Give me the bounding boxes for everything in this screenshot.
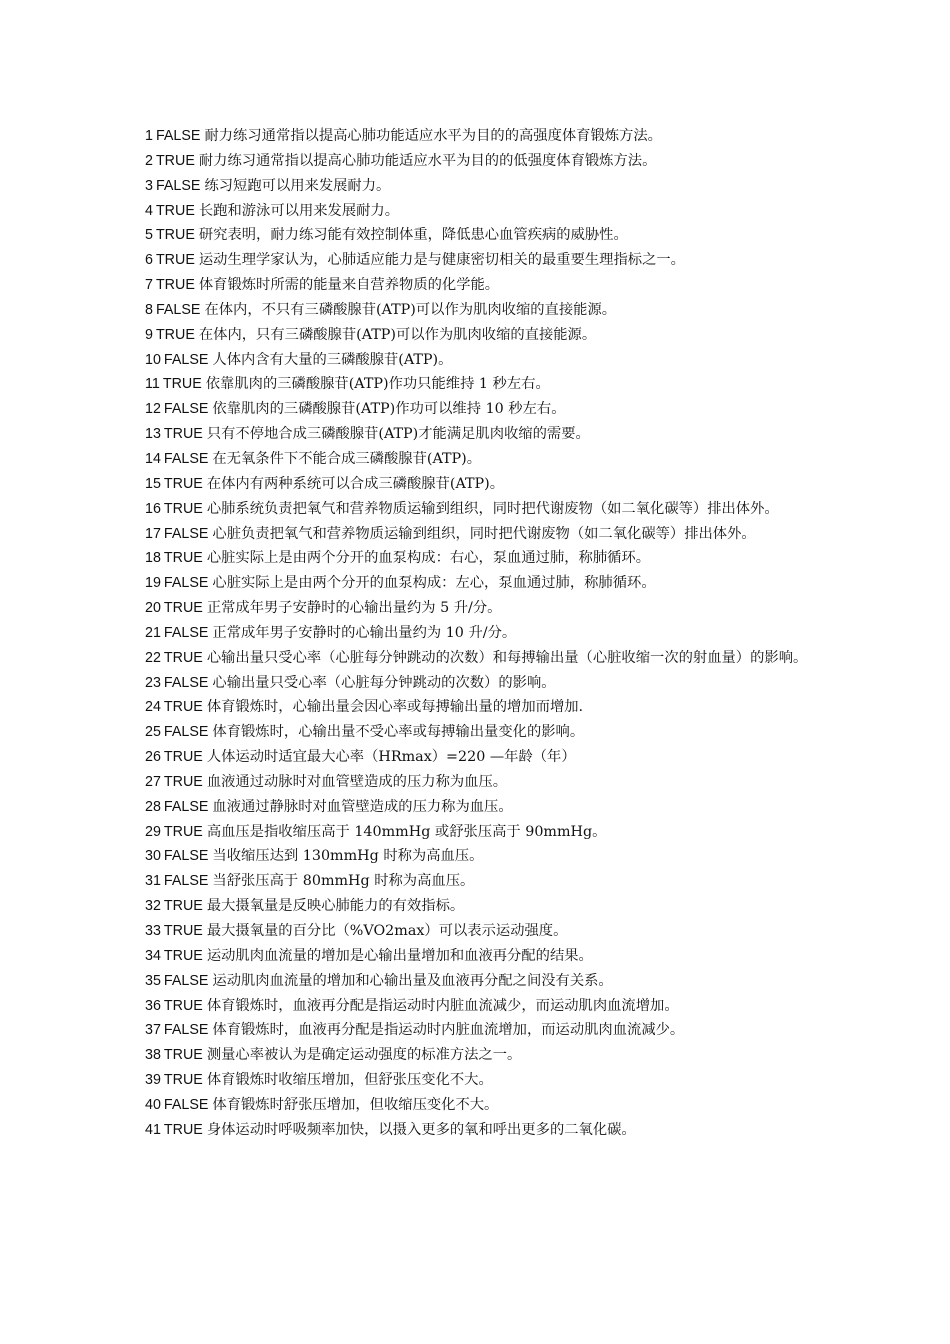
question-number: 6 <box>145 252 153 269</box>
question-text: 依靠肌肉的三磷酸腺苷(ATP)作功只能维持 1 秒左右。 <box>205 376 550 393</box>
question-text: 最大摄氧量的百分比（%VO2max）可以表示运动强度。 <box>206 923 568 939</box>
question-number: 25 <box>145 724 161 741</box>
answer-label: FALSE <box>155 177 201 194</box>
question-number: 11 <box>145 376 160 393</box>
question-text: 在体内，只有三磷酸腺苷(ATP)可以作为肌肉收缩的直接能源。 <box>198 326 597 343</box>
question-number: 23 <box>145 674 161 691</box>
question-text: 高血压是指收缩压高于 140mmHg 或舒张压高于 90mmHg。 <box>206 823 607 840</box>
answer-label: FALSE <box>163 1022 209 1039</box>
question-number: 17 <box>145 525 161 542</box>
question-number: 24 <box>145 699 161 716</box>
answer-label: TRUE <box>163 997 203 1014</box>
answer-label: FALSE <box>163 972 209 989</box>
question-text: 研究表明，耐力练习能有效控制体重，降低患心血管疾病的威胁性。 <box>198 227 628 244</box>
question-item <box>145 1043 810 1068</box>
question-item <box>145 546 810 571</box>
question-text: 在体内，不只有三磷酸腺苷(ATP)可以作为肌肉收缩的直接能源。 <box>204 301 617 318</box>
question-number: 32 <box>145 898 161 915</box>
answer-label: TRUE <box>163 649 203 666</box>
answer-label: TRUE <box>163 1047 203 1064</box>
question-number: 20 <box>145 600 161 617</box>
answer-label: TRUE <box>155 227 195 244</box>
question-number: 22 <box>145 649 161 666</box>
question-text: 人体运动时适宜最大心率（HRmax）=220 —年龄（年） <box>206 749 576 766</box>
question-text: 体育锻炼时，心输出量会因心率或每搏输出量的增加而增加. <box>206 699 584 716</box>
question-number: 2 <box>145 152 153 169</box>
question-item <box>145 124 810 149</box>
question-number: 9 <box>145 326 153 343</box>
question-number: 10 <box>145 351 161 368</box>
question-item <box>145 969 810 994</box>
question-number: 35 <box>145 972 161 989</box>
question-text: 运动肌肉血流量的增加和心输出量及血液再分配之间没有关系。 <box>212 972 613 989</box>
question-item <box>145 472 810 497</box>
question-number: 38 <box>145 1047 161 1064</box>
question-item <box>145 422 810 447</box>
question-text: 正常成年男子安静时的心输出量约为 5 升/分。 <box>206 600 502 617</box>
question-text: 心脏实际上是由两个分开的血泵构成：右心，泵血通过肺，称肺循环。 <box>206 550 651 567</box>
question-text: 心输出量只受心率（心脏每分钟跳动的次数）的影响。 <box>212 674 556 691</box>
question-number: 41 <box>145 1121 161 1138</box>
answer-label: TRUE <box>163 426 203 443</box>
question-item <box>145 1018 810 1043</box>
question-text: 体育锻炼时所需的能量来自营养物质的化学能。 <box>198 277 500 294</box>
question-item <box>145 994 810 1019</box>
question-item <box>145 199 810 224</box>
question-item <box>145 273 810 298</box>
question-text: 心输出量只受心率（心脏每分钟跳动的次数）和每搏输出量（心脏收缩一次的射血量）的影响。 <box>206 649 808 666</box>
question-text: 在无氧条件下不能合成三磷酸腺苷(ATP)。 <box>212 450 482 467</box>
question-text: 在体内有两种系统可以合成三磷酸腺苷(ATP)。 <box>206 475 505 492</box>
question-text: 耐力练习通常指以提高心肺功能适应水平为目的的低强度体育锻炼方法。 <box>198 152 657 169</box>
question-number: 19 <box>145 575 161 592</box>
question-number: 37 <box>145 1022 161 1039</box>
answer-label: TRUE <box>155 326 195 343</box>
question-text: 当舒张压高于 80mmHg 时称为高血压。 <box>212 873 475 890</box>
question-item <box>145 795 810 820</box>
question-item <box>145 447 810 472</box>
answer-label: TRUE <box>163 823 203 840</box>
answer-label: TRUE <box>163 773 203 790</box>
question-text: 体育锻炼时，血液再分配是指运动时内脏血流增加，而运动肌肉血流减少。 <box>212 1022 685 1039</box>
question-text: 练习短跑可以用来发展耐力。 <box>204 177 391 194</box>
question-item <box>145 671 810 696</box>
question-text: 心脏实际上是由两个分开的血泵构成：左心，泵血通过肺，称肺循环。 <box>212 575 656 592</box>
answer-label: TRUE <box>163 749 203 766</box>
question-number: 3 <box>145 177 153 194</box>
question-text: 体育锻炼时收缩压增加，但舒张压变化不大。 <box>206 1072 493 1089</box>
answer-label: TRUE <box>155 202 195 219</box>
question-number: 16 <box>145 500 161 517</box>
question-text: 心肺系统负责把氧气和营养物质运输到组织，同时把代谢废物（如二氧化碳等）排出体外。 <box>206 500 779 517</box>
answer-label: TRUE <box>155 252 195 269</box>
answer-label: FALSE <box>163 798 209 815</box>
question-item <box>145 695 810 720</box>
question-text: 测量心率被认为是确定运动强度的标准方法之一。 <box>206 1047 522 1064</box>
answer-label: FALSE <box>163 1096 209 1113</box>
answer-label: FALSE <box>163 401 209 418</box>
question-text: 运动肌肉血流量的增加是心输出量增加和血液再分配的结果。 <box>206 947 593 964</box>
question-text: 人体内含有大量的三磷酸腺苷(ATP)。 <box>212 351 453 368</box>
question-number: 8 <box>145 301 153 318</box>
question-text: 血液通过动脉时对血管壁造成的压力称为血压。 <box>206 773 508 790</box>
answer-label: TRUE <box>163 1072 203 1089</box>
question-item <box>145 844 810 869</box>
answer-label: TRUE <box>163 500 203 517</box>
question-number: 33 <box>145 923 161 939</box>
answer-label: TRUE <box>163 475 203 492</box>
question-item <box>145 298 810 323</box>
question-item <box>145 397 810 422</box>
answer-label: TRUE <box>163 898 203 915</box>
answer-label: TRUE <box>155 152 195 169</box>
question-item <box>145 1093 810 1118</box>
question-item <box>145 522 810 547</box>
question-number: 39 <box>145 1072 161 1089</box>
question-number: 40 <box>145 1096 161 1113</box>
question-number: 4 <box>145 202 153 219</box>
question-number: 12 <box>145 401 161 418</box>
question-number: 1 <box>145 128 153 144</box>
answer-label: FALSE <box>163 873 209 890</box>
question-text: 当收缩压达到 130mmHg 时称为高血压。 <box>212 848 484 865</box>
answer-label: TRUE <box>155 277 195 294</box>
question-item <box>145 596 810 621</box>
question-item <box>145 919 810 944</box>
answer-label: FALSE <box>155 301 201 318</box>
question-number: 28 <box>145 798 161 815</box>
question-item <box>145 820 810 845</box>
question-item <box>145 348 810 373</box>
answer-label: TRUE <box>163 600 203 617</box>
question-text: 长跑和游泳可以用来发展耐力。 <box>198 202 400 219</box>
answer-label: FALSE <box>163 450 209 467</box>
question-text: 身体运动时呼吸频率加快，以摄入更多的氧和呼出更多的二氧化碳。 <box>206 1121 636 1138</box>
question-item <box>145 571 810 596</box>
question-number: 5 <box>145 227 153 244</box>
question-item <box>145 944 810 969</box>
answer-label: TRUE <box>163 699 203 716</box>
question-text: 正常成年男子安静时的心输出量约为 10 升/分。 <box>212 624 517 641</box>
question-item <box>145 497 810 522</box>
question-text: 体育锻炼时舒张压增加，但收缩压变化不大。 <box>212 1096 499 1113</box>
question-number: 18 <box>145 550 161 567</box>
question-item <box>145 248 810 273</box>
question-number: 7 <box>145 277 153 294</box>
question-item <box>145 223 810 248</box>
answer-label: TRUE <box>162 376 202 393</box>
question-item <box>145 372 810 397</box>
question-item <box>145 770 810 795</box>
question-number: 34 <box>145 947 161 964</box>
question-number: 31 <box>145 873 161 890</box>
question-text: 心脏负责把氧气和营养物质运输到组织，同时把代谢废物（如二氧化碳等）排出体外。 <box>212 525 756 542</box>
question-number: 21 <box>145 624 161 641</box>
answer-label: TRUE <box>163 550 203 567</box>
answer-label: FALSE <box>163 351 209 368</box>
question-item <box>145 621 810 646</box>
question-item <box>145 149 810 174</box>
document-page <box>145 124 810 1143</box>
question-text: 只有不停地合成三磷酸腺苷(ATP)才能满足肌肉收缩的需要。 <box>206 426 590 443</box>
question-text: 体育锻炼时，心输出量不受心率或每搏输出量变化的影响。 <box>212 724 585 741</box>
question-text: 血液通过静脉时对血管壁造成的压力称为血压。 <box>212 798 513 815</box>
answer-label: FALSE <box>163 575 209 592</box>
question-number: 30 <box>145 848 161 865</box>
question-item <box>145 323 810 348</box>
question-number: 14 <box>145 450 161 467</box>
question-number: 15 <box>145 475 161 492</box>
answer-label: FALSE <box>163 724 209 741</box>
question-item <box>145 174 810 199</box>
question-number: 13 <box>145 426 161 443</box>
answer-label: FALSE <box>163 624 209 641</box>
question-item <box>145 720 810 745</box>
question-text: 耐力练习通常指以提高心肺功能适应水平为目的的高强度体育锻炼方法。 <box>204 128 662 144</box>
answer-label: FALSE <box>163 674 209 691</box>
question-number: 26 <box>145 749 161 766</box>
answer-label: TRUE <box>163 923 203 939</box>
question-item <box>145 1068 810 1093</box>
answer-label: FALSE <box>155 128 201 144</box>
question-item <box>145 869 810 894</box>
question-text: 运动生理学家认为，心肺适应能力是与健康密切相关的最重要生理指标之一。 <box>198 252 685 269</box>
question-item <box>145 1118 810 1143</box>
answer-label: FALSE <box>163 848 209 865</box>
question-number: 27 <box>145 773 161 790</box>
question-text: 依靠肌肉的三磷酸腺苷(ATP)作功可以维持 10 秒左右。 <box>212 401 566 418</box>
answer-label: TRUE <box>163 1121 203 1138</box>
question-number: 29 <box>145 823 161 840</box>
question-text: 体育锻炼时，血液再分配是指运动时内脏血流减少，而运动肌肉血流增加。 <box>206 997 679 1014</box>
question-item <box>145 646 810 671</box>
answer-label: FALSE <box>163 525 209 542</box>
question-item <box>145 745 810 770</box>
answer-label: TRUE <box>163 947 203 964</box>
question-number: 36 <box>145 997 161 1014</box>
question-text: 最大摄氧量是反映心肺能力的有效指标。 <box>206 898 465 915</box>
question-item <box>145 894 810 919</box>
